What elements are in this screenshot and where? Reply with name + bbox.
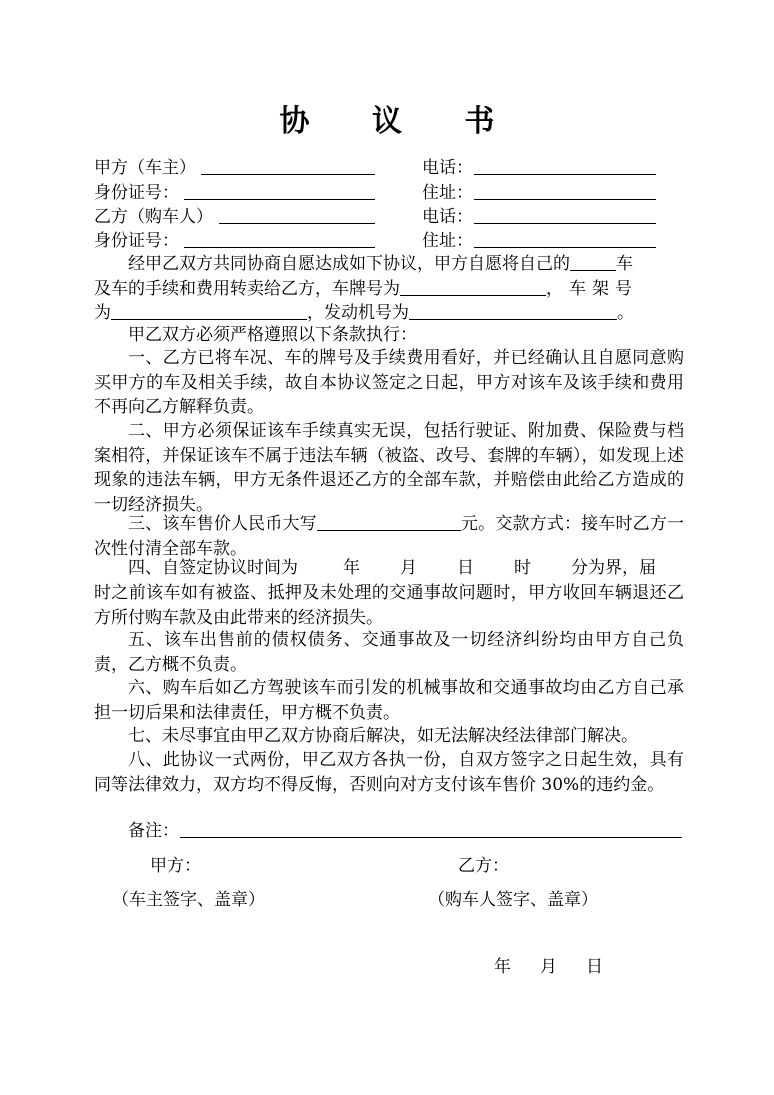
vin-blank[interactable] — [111, 303, 307, 320]
clause-4-day: 日 — [457, 558, 474, 578]
buyer-phone-label: 电话： — [422, 207, 473, 227]
intro-line-3 — [94, 301, 634, 326]
clause-4-hour: 时 — [514, 558, 531, 578]
buyer-phone-blank[interactable] — [474, 223, 656, 224]
clause-5: 五、该车出售前的债权债务、交通事故及一切经济纠纷均由甲方自己负责，乙方概不负责。 — [94, 630, 684, 675]
clause-4-text-b: 分为界，届 — [571, 558, 656, 578]
clause-3-text-a: 三、该车售价人民币大写 — [128, 514, 317, 534]
clause-7: 七、未尽事宜由甲乙双方协商后解决，如无法解决经法律部门解决。 — [128, 726, 638, 746]
intro-text-2: 及车的手续和费用转卖给乙方，车牌号为 — [94, 279, 400, 299]
intro-text-2b: ，车架号 — [546, 279, 638, 299]
clause-4-line-1 — [128, 556, 684, 581]
clause-3 — [94, 512, 684, 561]
buyer-id-label: 身份证号： — [94, 231, 179, 251]
intro-text-3c: 。 — [617, 303, 634, 323]
clause-6: 六、购车后如乙方驾驶该车而引发的机械事故和交通事故均由乙方自己承担一切后果和法律责任，甲方概不负责。 — [94, 678, 684, 723]
seller-phone-blank[interactable] — [474, 174, 656, 175]
clauses-lead: 甲乙双方必须严格遵照以下条款执行： — [128, 325, 417, 345]
seller-id-blank[interactable] — [184, 199, 375, 200]
intro-text-3: 为 — [94, 303, 111, 323]
buyer-id-blank[interactable] — [184, 247, 375, 248]
remark-label: 备注： — [128, 821, 179, 841]
clause-4-text-a: 四、自签定协议时间为 — [128, 558, 298, 578]
clause-4-rest: 时之前该车如有被盗、抵押及未处理的交通事故问题时，甲方收回车辆退还乙方所付购车款及由此带来的经济损失。 — [94, 583, 684, 628]
buyer-label: 乙方（购车人） — [94, 207, 213, 227]
seller-address-label: 住址： — [422, 183, 473, 203]
document-title: 协 议 书 — [279, 104, 521, 139]
party-b-label: 乙方： — [458, 856, 509, 876]
buyer-address-label: 住址： — [422, 231, 473, 251]
seller-address-blank[interactable] — [474, 199, 656, 200]
clause-1: 一、乙方已将车况、车的牌号及手续费用看好，并已经确认且自愿同意购买甲方的车及相关手续，故自本协议签定之日起，甲方对该车及该手续和费用不再向乙方解释负责。 — [94, 348, 684, 418]
intro-line-2 — [94, 277, 684, 302]
clause-4-year: 年 — [343, 558, 360, 578]
remark-blank[interactable] — [180, 837, 682, 838]
party-b-note: （购车人签字、盖章） — [428, 890, 598, 910]
intro-text-1b: 车 — [616, 254, 633, 274]
buyer-address-blank[interactable] — [474, 247, 656, 248]
clause-3-text-b: 元。交款方式：接车时乙方一次性付清全部车款。 — [94, 514, 685, 559]
seller-phone-label: 电话： — [422, 158, 473, 178]
intro-text-3b: ，发动机号为 — [307, 303, 409, 323]
price-blank[interactable] — [317, 514, 461, 531]
party-a-note: （车主签字、盖章） — [112, 890, 265, 910]
intro-text-1: 经甲乙双方共同协商自愿达成如下协议，甲方自愿将自己的 — [128, 254, 570, 274]
vehicle-blank[interactable] — [570, 254, 616, 271]
engine-number-blank[interactable] — [409, 303, 617, 320]
clause-8: 八、此协议一式两份，甲乙双方各执一份，自双方签字之日起生效，具有同等法律效力，双方均不得反悔，否则向对方支付该车售价 30%的违约金。 — [94, 750, 684, 795]
party-a-label: 甲方： — [150, 856, 201, 876]
seller-blank[interactable] — [201, 174, 375, 175]
clause-2: 二、甲方必须保证该车手续真实无误，包括行驶证、附加费、保险费与档案相符，并保证该车不属于违法车辆（被盗、改号、套牌的车辆），如发现上述现象的违法车辆，甲方无条件退还乙方的全部车款，并赔偿由此给乙方造成的一切经济损失。 — [94, 421, 684, 515]
intro-line-1 — [128, 252, 633, 277]
plate-number-blank[interactable] — [400, 279, 546, 296]
buyer-blank[interactable] — [219, 223, 375, 224]
date-year: 年 — [494, 957, 511, 977]
date-month: 月 — [540, 957, 557, 977]
clause-4-month: 月 — [400, 558, 417, 578]
seller-label: 甲方（车主） — [94, 158, 196, 178]
seller-id-label: 身份证号： — [94, 183, 179, 203]
date-day: 日 — [586, 957, 603, 977]
